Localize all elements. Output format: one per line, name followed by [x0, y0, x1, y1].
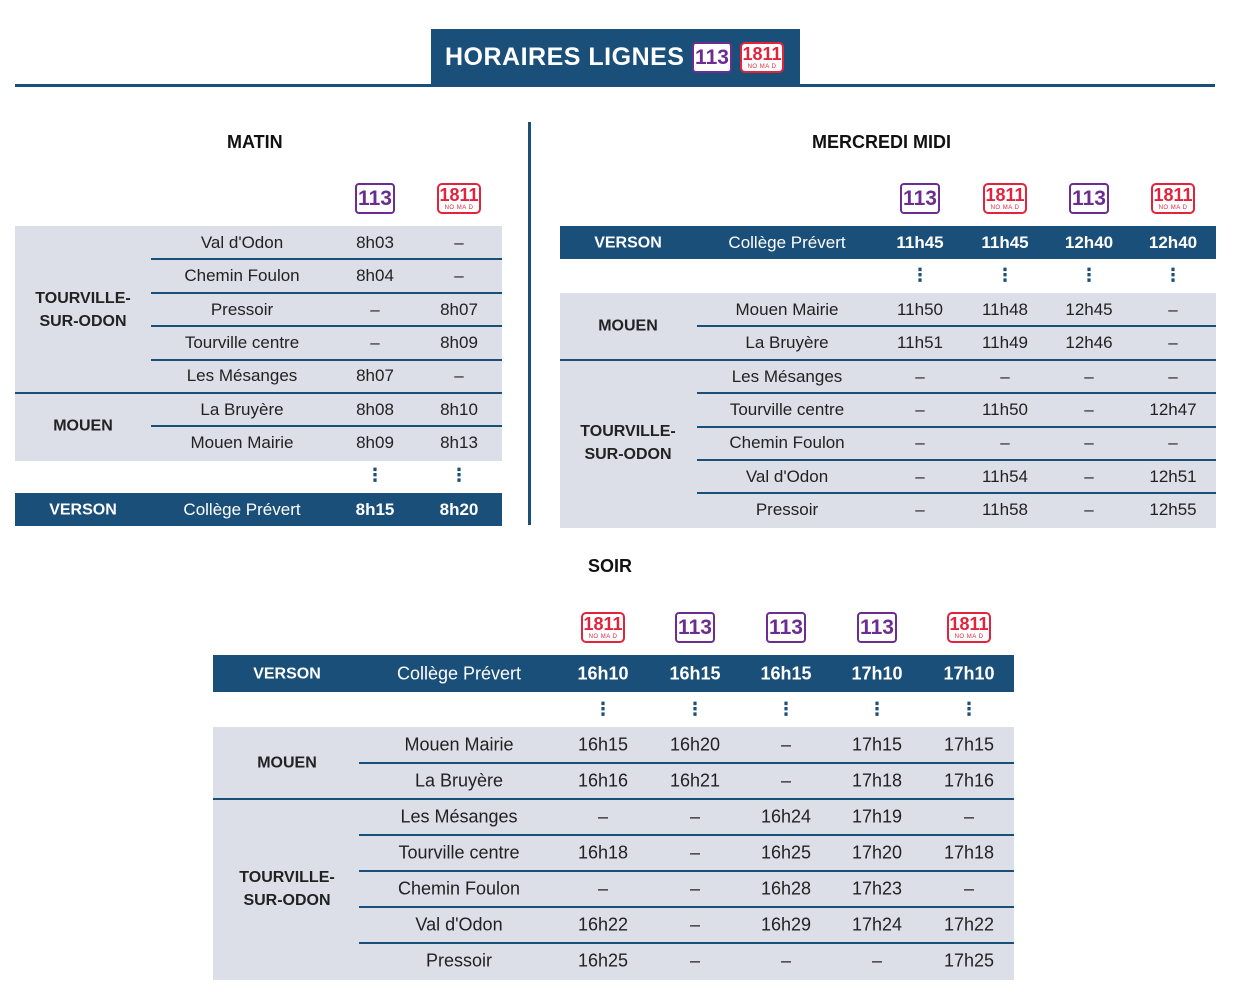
time-cell: 16h29	[760, 914, 812, 935]
page-title: HORAIRES LIGNES	[445, 42, 685, 71]
time-cell: 12h40	[1148, 233, 1198, 252]
line-113-badge-icon: 113	[692, 42, 732, 73]
time-cell: –	[1168, 433, 1178, 453]
time-cell: 16h15	[577, 734, 629, 755]
row-divider	[697, 459, 1216, 461]
time-cell: 17h15	[851, 734, 903, 755]
stop-name: Tourville centre	[184, 332, 300, 352]
stop-name: Pressoir	[425, 950, 493, 971]
continuation-dots-icon: ⋮	[996, 265, 1014, 285]
time-cell: 8h04	[356, 266, 394, 286]
time-cell: 16h16	[577, 770, 629, 791]
line-113-badge-icon: 113	[857, 612, 897, 643]
stop-name: Collège Prévert	[728, 233, 846, 252]
time-cell: –	[689, 806, 701, 827]
row-divider	[151, 325, 502, 327]
time-cell: 12h40	[1064, 233, 1114, 252]
group-label: MOUEN	[257, 754, 317, 772]
row-divider	[697, 492, 1216, 494]
stop-name: Collège Prévert	[183, 500, 301, 519]
time-cell: 12h51	[1149, 466, 1197, 486]
time-cell: –	[915, 433, 925, 453]
time-cell: –	[689, 950, 701, 971]
row-divider	[151, 258, 502, 260]
stop-name: Collège Prévert	[396, 663, 522, 684]
time-cell: 16h20	[669, 734, 721, 755]
line-1811-badge-icon: 1811 NO MA D	[1151, 183, 1195, 214]
row-divider	[359, 762, 1014, 764]
time-cell: 12h46	[1065, 333, 1113, 353]
line-113-badge-icon: 113	[675, 612, 715, 643]
time-cell: 17h19	[851, 806, 903, 827]
group-label: VERSON	[253, 665, 321, 683]
time-cell: –	[370, 299, 380, 319]
time-cell: 8h09	[356, 433, 394, 453]
time-cell: –	[1168, 299, 1178, 319]
continuation-dots-icon: ⋮	[960, 699, 978, 719]
time-cell: 16h25	[760, 842, 812, 863]
time-cell: –	[1084, 500, 1094, 520]
time-cell: –	[689, 842, 701, 863]
row-divider	[697, 392, 1216, 394]
time-cell: –	[689, 878, 701, 899]
time-cell: –	[454, 366, 464, 386]
stop-name: Chemin Foulon	[184, 266, 300, 286]
time-cell: 11h48	[981, 299, 1029, 319]
group-label: MOUEN	[598, 317, 658, 335]
time-cell: 11h54	[981, 466, 1029, 486]
time-cell: 16h10	[577, 663, 629, 684]
time-cell: 12h47	[1149, 399, 1197, 419]
time-cell: –	[1168, 333, 1178, 353]
row-divider	[359, 834, 1014, 836]
continuation-dots-icon: ⋮	[1080, 265, 1098, 285]
continuation-dots-icon: ⋮	[686, 699, 704, 719]
line-1811-badge-icon: 1811 NO MA D	[947, 612, 991, 643]
continuation-dots-icon: ⋮	[594, 699, 612, 719]
row-divider	[697, 325, 1216, 327]
time-cell: 17h16	[943, 770, 995, 791]
row-divider	[359, 906, 1014, 908]
continuation-dots-icon: ⋮	[450, 465, 468, 485]
line-113-badge-icon: 113	[355, 183, 395, 214]
time-cell: –	[871, 950, 883, 971]
time-cell: 16h25	[577, 950, 629, 971]
time-cell: 8h07	[356, 366, 394, 386]
time-cell: 11h45	[981, 233, 1029, 252]
time-cell: 8h13	[440, 433, 478, 453]
stop-name: Mouen Mairie	[404, 734, 514, 755]
time-cell: 16h15	[669, 663, 721, 684]
row-divider	[151, 425, 502, 427]
line-113-badge-icon: 113	[900, 183, 940, 214]
time-cell: 8h10	[440, 399, 478, 419]
time-cell: –	[454, 266, 464, 286]
time-cell: –	[1000, 366, 1010, 386]
time-cell: 11h58	[981, 500, 1029, 520]
time-cell: 16h28	[760, 878, 812, 899]
stop-name: Tourville centre	[398, 842, 520, 863]
stop-name: La Bruyère	[200, 399, 284, 419]
time-cell: –	[915, 500, 925, 520]
time-cell: 16h21	[669, 770, 721, 791]
group-label: VERSON	[594, 234, 662, 252]
continuation-dots-icon: ⋮	[911, 265, 929, 285]
time-cell: 11h50	[896, 299, 944, 319]
line-113-badge-icon: 113	[766, 612, 806, 643]
line-113-badge-icon: 113	[1069, 183, 1109, 214]
time-cell: –	[1168, 366, 1178, 386]
stop-name: Les Mésanges	[400, 806, 518, 827]
stop-name: La Bruyère	[745, 333, 829, 353]
group-label: TOURVILLE- SUR-ODON	[580, 423, 676, 464]
stop-name: Chemin Foulon	[397, 878, 521, 899]
title-rule	[15, 84, 1215, 87]
time-cell: 12h45	[1065, 299, 1113, 319]
section-title: SOIR	[588, 556, 633, 576]
time-cell: 17h25	[943, 950, 995, 971]
time-cell: 17h18	[851, 770, 903, 791]
line-1811-badge-icon: 1811 NO MA D	[983, 183, 1027, 214]
time-cell: –	[1084, 399, 1094, 419]
time-cell: 17h18	[943, 842, 995, 863]
row-divider	[359, 942, 1014, 944]
row-divider	[359, 870, 1014, 872]
time-cell: 8h08	[356, 399, 394, 419]
time-cell: –	[780, 734, 792, 755]
time-cell: 11h50	[981, 399, 1029, 419]
stop-name: Pressoir	[755, 500, 819, 520]
stop-name: Mouen Mairie	[735, 299, 839, 319]
section-title: MERCREDI MIDI	[812, 132, 951, 152]
time-cell: 16h15	[760, 663, 812, 684]
time-cell: –	[597, 878, 609, 899]
continuation-dots-icon: ⋮	[777, 699, 795, 719]
time-cell: –	[689, 914, 701, 935]
row-divider	[151, 292, 502, 294]
continuation-dots-icon: ⋮	[366, 465, 384, 485]
time-cell: 11h45	[896, 233, 944, 252]
time-cell: –	[370, 332, 380, 352]
time-cell: –	[454, 232, 464, 252]
time-cell: –	[915, 366, 925, 386]
time-cell: 16h18	[577, 842, 629, 863]
vertical-divider	[528, 122, 531, 525]
stop-name: La Bruyère	[414, 770, 504, 791]
time-cell: –	[780, 950, 792, 971]
time-cell: 8h15	[355, 500, 395, 519]
time-cell: –	[1084, 466, 1094, 486]
time-cell: –	[963, 806, 975, 827]
stop-name: Les Mésanges	[731, 366, 843, 386]
stop-name: Chemin Foulon	[729, 433, 845, 453]
row-divider	[560, 359, 1216, 361]
time-cell: 8h09	[440, 332, 478, 352]
continuation-dots-icon: ⋮	[1164, 265, 1182, 285]
row-divider	[151, 359, 502, 361]
time-cell: –	[597, 806, 609, 827]
time-cell: 17h10	[943, 663, 995, 684]
time-cell: 17h15	[943, 734, 995, 755]
time-cell: 17h10	[851, 663, 903, 684]
time-cell: 11h49	[981, 333, 1029, 353]
time-cell: 8h20	[439, 500, 479, 519]
continuation-dots-icon: ⋮	[868, 699, 886, 719]
time-cell: –	[915, 466, 925, 486]
time-cell: –	[780, 770, 792, 791]
time-cell: 16h22	[577, 914, 629, 935]
time-cell: 17h22	[943, 914, 995, 935]
row-divider	[15, 392, 502, 394]
time-cell: –	[1000, 433, 1010, 453]
time-cell: 11h51	[896, 333, 944, 353]
line-1811-badge-icon: 1811 NO MA D	[437, 183, 481, 214]
line-1811-badge-icon: 1811 NO MA D	[581, 612, 625, 643]
time-cell: –	[1084, 433, 1094, 453]
time-cell: 12h55	[1149, 500, 1197, 520]
stop-name: Val d'Odon	[745, 466, 829, 486]
time-cell: 8h07	[440, 299, 478, 319]
row-divider	[697, 426, 1216, 428]
line-1811-badge-icon: 1811 NO MA D	[740, 42, 784, 73]
stop-name: Mouen Mairie	[190, 433, 294, 453]
time-cell: 17h23	[851, 878, 903, 899]
stop-name: Tourville centre	[729, 399, 845, 419]
time-cell: –	[963, 878, 975, 899]
time-cell: 17h24	[851, 914, 903, 935]
group-label: VERSON	[49, 501, 117, 519]
time-cell: 8h03	[356, 232, 394, 252]
stop-name: Les Mésanges	[186, 366, 298, 386]
stop-name: Val d'Odon	[200, 232, 284, 252]
time-cell: –	[915, 399, 925, 419]
section-title: MATIN	[227, 132, 283, 152]
time-cell: 17h20	[851, 842, 903, 863]
time-cell: 16h24	[760, 806, 812, 827]
group-label: TOURVILLE- SUR-ODON	[35, 289, 131, 330]
group-label: MOUEN	[53, 417, 113, 435]
stop-name: Val d'Odon	[415, 914, 503, 935]
stop-name: Pressoir	[210, 299, 274, 319]
time-cell: –	[1084, 366, 1094, 386]
row-divider	[213, 798, 1014, 800]
group-label: TOURVILLE- SUR-ODON	[239, 869, 335, 909]
